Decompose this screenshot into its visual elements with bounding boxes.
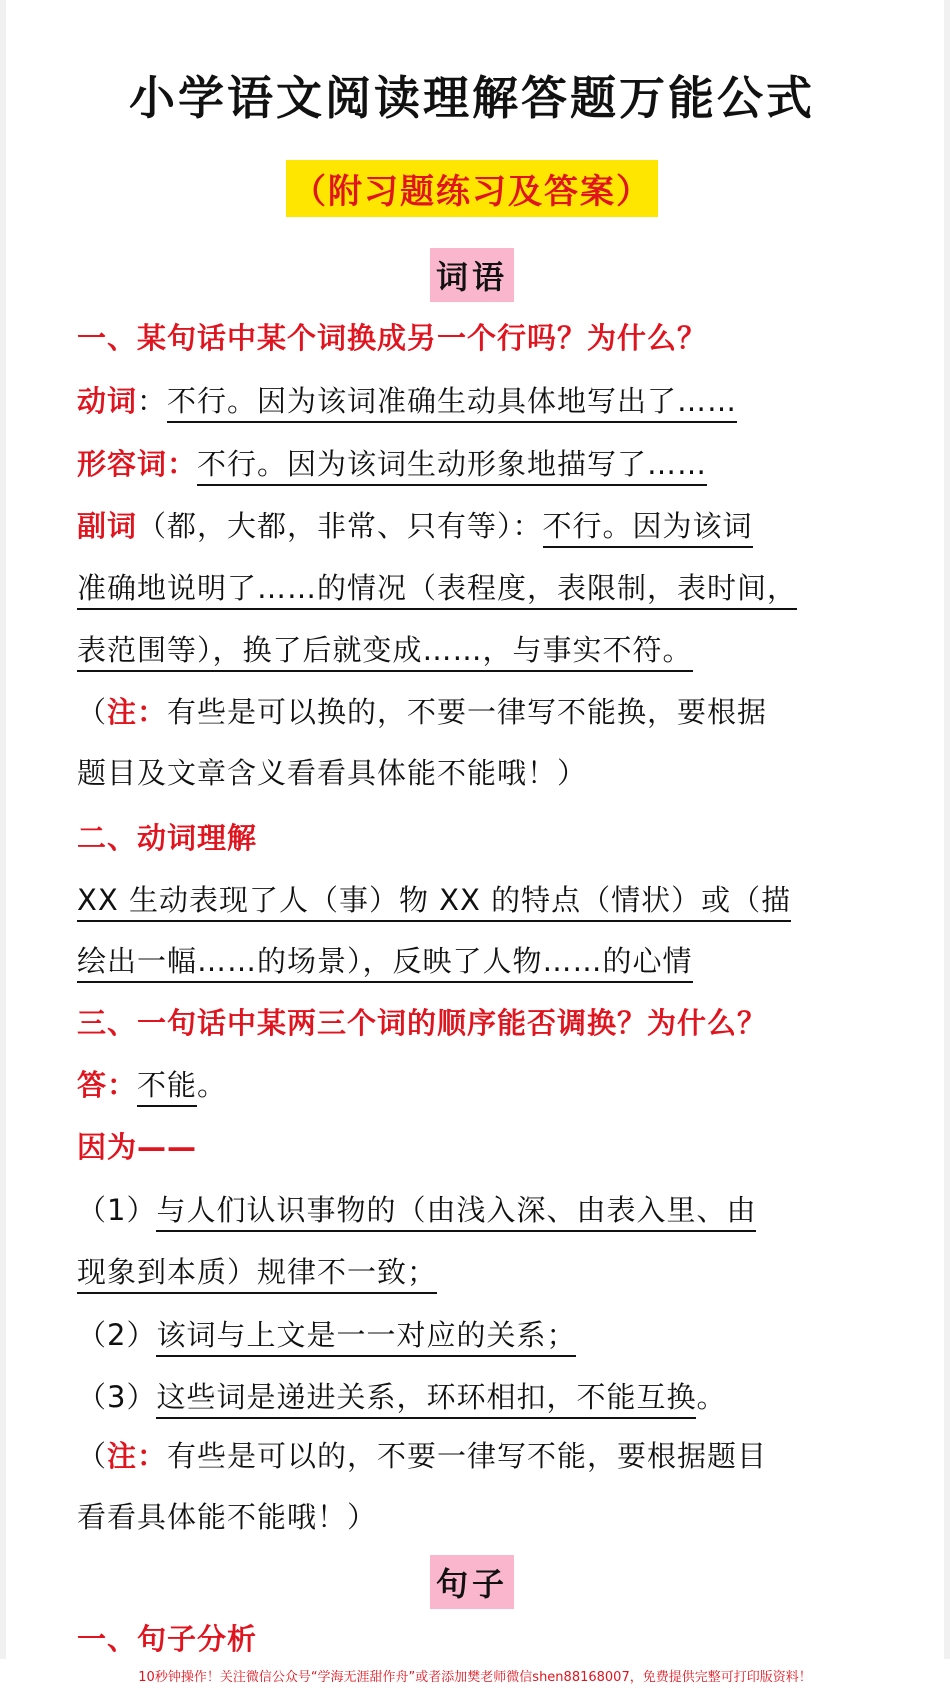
q2-line-2: [77, 941, 693, 981]
right-page-edge: [944, 0, 950, 1689]
adj-answer: 不行。因为该词生动形象地描写了……: [197, 447, 707, 486]
section-tag-sentences: 句子: [430, 1555, 514, 1609]
q1-adj-line: [77, 444, 707, 484]
q3-note-line-1: [77, 1436, 767, 1476]
q3-heading: 三、一句话中某两三个词的顺序能否调换？为什么？: [77, 1006, 768, 1040]
subtitle-highlight: （附习题练习及答案）: [286, 160, 658, 217]
q2-line-1: [77, 880, 791, 920]
reason-1-line-2: [77, 1252, 437, 1292]
section-tag-words: 词语: [430, 248, 514, 302]
q1-verb-line: [77, 381, 737, 421]
q3-note-open: （: [77, 1439, 108, 1473]
verb-label: 动词: [77, 384, 138, 418]
page-title: 小学语文阅读理解答题万能公式: [129, 71, 815, 125]
reason-1-num: （1）: [77, 1193, 157, 1227]
reason-3-line: [77, 1377, 726, 1417]
adv-answer-1: 不行。因为该词: [543, 509, 753, 548]
reason-3-num: （3）: [77, 1380, 157, 1414]
subtitle-wrap: [77, 160, 867, 217]
q2-text-1: XX 生动表现了人（事）物 XX 的特点（情状）或（描: [77, 883, 791, 922]
note-open: （: [77, 695, 108, 729]
q2-heading: 二、动词理解: [77, 821, 258, 855]
reason-2-line: [77, 1315, 576, 1355]
reason-3-text: 这些词是递进关系，环环相扣，不能互换: [156, 1380, 696, 1419]
answer-text: 不能: [137, 1068, 197, 1107]
reason-2-text: 该词与上文是一一对应的关系；: [156, 1318, 576, 1357]
q3-note-text-1: 有些是可以的，不要一律写不能，要根据题目: [167, 1439, 768, 1473]
reason-1-text-1: 与人们认识事物的（由浅入深、由表入里、由: [156, 1193, 756, 1232]
adj-label: 形容词：: [77, 447, 198, 481]
q3-note-line-2: 看看具体能不能哦！）: [77, 1500, 378, 1534]
verb-colon: ：: [137, 384, 168, 418]
reason-1-line-1: [77, 1190, 756, 1230]
answer-label: 答：: [77, 1068, 138, 1102]
note-label: 注：: [107, 695, 168, 729]
reason-3-end: 。: [696, 1380, 727, 1414]
q1-heading: 一、某句话中某个词换成另一个行吗？为什么？: [77, 321, 708, 355]
section-words-wrap: [77, 248, 867, 302]
adv-paren: （都，大都，非常、只有等）：: [137, 509, 543, 543]
adv-label: 副词: [77, 509, 138, 543]
note-text-1: 有些是可以换的，不要一律写不能换，要根据: [167, 695, 768, 729]
q1-adv-line-2: [77, 568, 797, 608]
s1-heading: 一、句子分析: [77, 1622, 258, 1656]
reason-2-num: （2）: [77, 1318, 157, 1352]
verb-answer: 不行。因为该词准确生动具体地写出了……: [167, 384, 737, 423]
adv-answer-3: 表范围等），换了后就变成……，与事实不符。: [77, 633, 693, 672]
left-page-edge: [0, 0, 6, 1689]
q1-adv-line-1: [77, 506, 753, 546]
adv-answer-2: 准确地说明了……的情况（表程度，表限制，表时间，: [77, 571, 797, 610]
q1-note-line-1: [77, 692, 767, 732]
reason-1-text-2: 现象到本质）规律不一致；: [77, 1255, 437, 1294]
answer-end: 。: [197, 1068, 228, 1102]
q2-text-2: 绘出一幅……的场景），反映了人物……的心情: [77, 944, 693, 983]
watermark-text: 10秒钟操作！关注微信公众号“学海无涯甜作舟”或者添加樊老师微信shen88168007，免费提供完整可打印版资料！: [138, 1670, 812, 1685]
q3-answer-line: [77, 1065, 227, 1105]
q3-note-label: 注：: [107, 1439, 168, 1473]
q1-note-line-2: 题目及文章含义看看具体能不能哦！）: [77, 756, 588, 790]
section-sentences-wrap: [77, 1555, 867, 1609]
q1-adv-line-3: [77, 630, 693, 670]
because-label: 因为——: [77, 1130, 198, 1164]
